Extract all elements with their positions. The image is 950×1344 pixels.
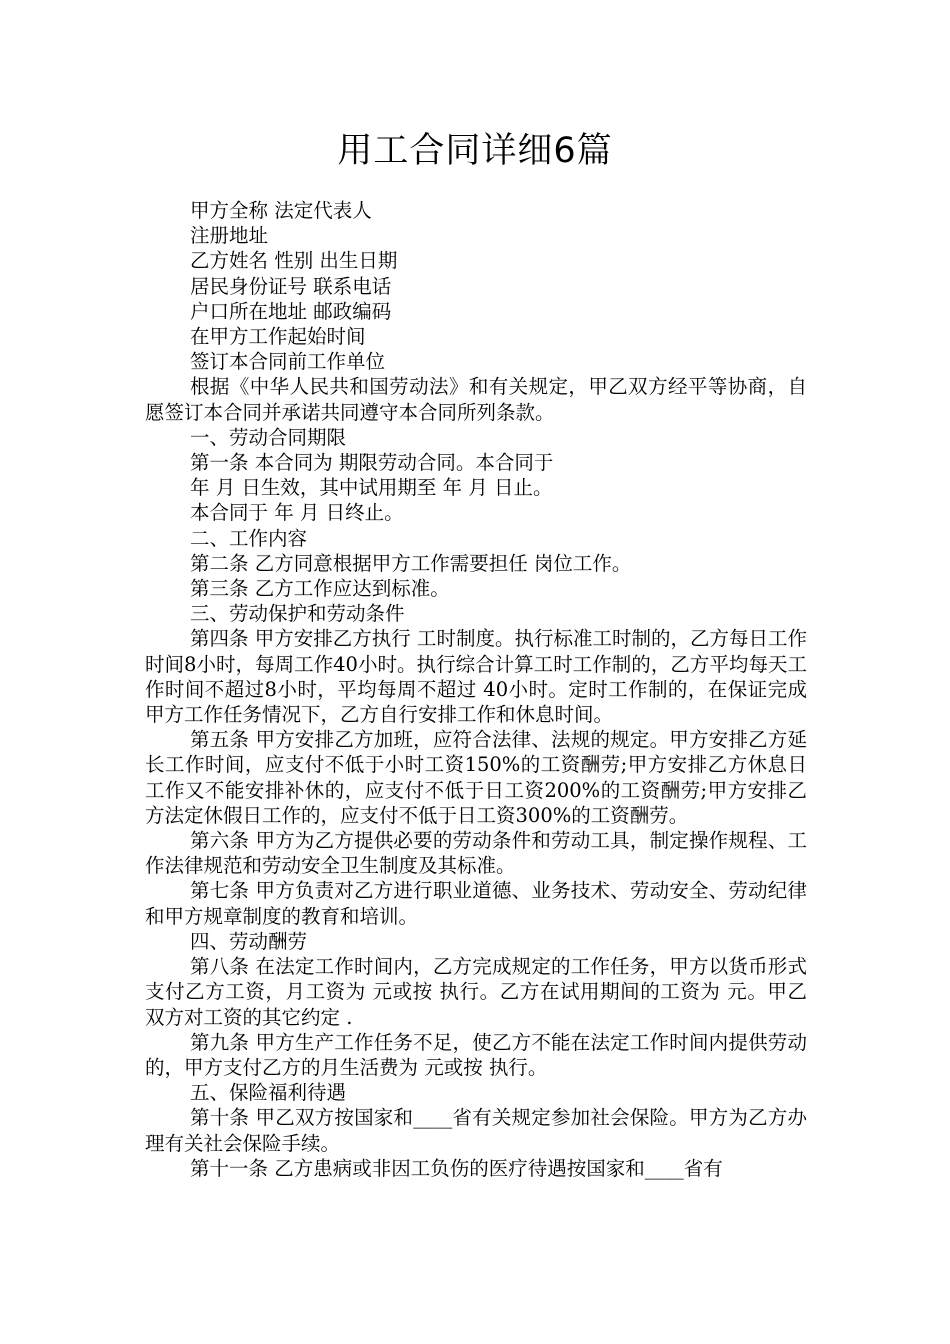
- article-6: 第六条 甲方为乙方提供必要的劳动条件和劳动工具，制定操作规程、工作法律规范和劳动安全卫生制度及其标准。: [145, 829, 807, 878]
- section-heading-labor-protection: 三、劳动保护和劳动条件: [190, 602, 405, 626]
- article-11: 第十一条 乙方患病或非因工负伤的医疗待遇按国家和____省有: [190, 1156, 723, 1180]
- article-1-line-1: 第一条 本合同为 期限劳动合同。本合同于: [190, 451, 554, 475]
- section-heading-insurance: 五、保险福利待遇: [190, 1081, 347, 1105]
- field-party-a-name: 甲方全称 法定代表人: [190, 199, 372, 222]
- article-1-line-3: 本合同于 年 月 日终止。: [190, 501, 404, 525]
- section-heading-remuneration: 四、劳动酬劳: [190, 929, 308, 953]
- field-party-b-name: 乙方姓名 性别 出生日期: [190, 249, 398, 273]
- field-start-time: 在甲方工作起始时间: [190, 325, 366, 349]
- field-registered-address: 注册地址: [190, 224, 269, 248]
- field-previous-employer: 签订本合同前工作单位: [190, 350, 386, 374]
- article-3: 第三条 乙方工作应达到标准。: [190, 577, 450, 601]
- article-2: 第二条 乙方同意根据甲方工作需要担任 岗位工作。: [190, 551, 632, 575]
- article-10: 第十条 甲乙双方按国家和____省有关规定参加社会保险。甲方为乙方办理有关社会保险手续。: [145, 1106, 807, 1155]
- article-7: 第七条 甲方负责对乙方进行职业道德、业务技术、劳动安全、劳动纪律和甲方规章制度的教育和培训。: [145, 879, 807, 928]
- article-1-line-2: 年 月 日生效，其中试用期至 年 月 日止。: [190, 476, 553, 500]
- field-id-number: 居民身份证号 联系电话: [190, 274, 392, 298]
- intro-paragraph: 根据《中华人民共和国劳动法》和有关规定，甲乙双方经平等协商，自愿签订本合同并承诺共同遵守本合同所列条款。: [145, 375, 807, 424]
- article-9: 第九条 甲方生产工作任务不足，使乙方不能在法定工作时间内提供劳动的，甲方支付乙方的月生活费为 元或按 执行。: [145, 1030, 807, 1079]
- field-household-address: 户口所在地址 邮政编码: [190, 299, 392, 323]
- section-heading-term: 一、劳动合同期限: [190, 425, 347, 449]
- article-4: 第四条 甲方安排乙方执行 工时制度。执行标准工时制的，乙方每日工作时间8小时，每周工作40小时。执行综合计算工时工作制的，乙方平均每天工作时间不超过8小时，平均每周不超过 40小时。定时工作制的，在保证完成甲方工作任务情况下，乙方自行安排工作和休息时间。: [145, 627, 807, 727]
- document-title: 用工合同详细6篇: [337, 131, 613, 171]
- article-8: 第八条 在法定工作时间内，乙方完成规定的工作任务，甲方以货币形式支付乙方工资，月工资为 元或按 执行。乙方在试用期间的工资为 元。甲乙双方对工资的其它约定 .: [145, 955, 807, 1029]
- document-body: [145, 198, 807, 1181]
- article-5: 第五条 甲方安排乙方加班，应符合法律、法规的规定。甲方安排乙方延长工作时间，应支付不低于小时工资150%的工资酬劳;甲方安排乙方休息日工作又不能安排补休的，应支付不低于日工资200%的工资酬劳;甲方安排乙方法定休假日工作的，应支付不低于日工资300%的工资酬劳。: [145, 728, 807, 827]
- section-heading-work-content: 二、工作内容: [190, 526, 308, 550]
